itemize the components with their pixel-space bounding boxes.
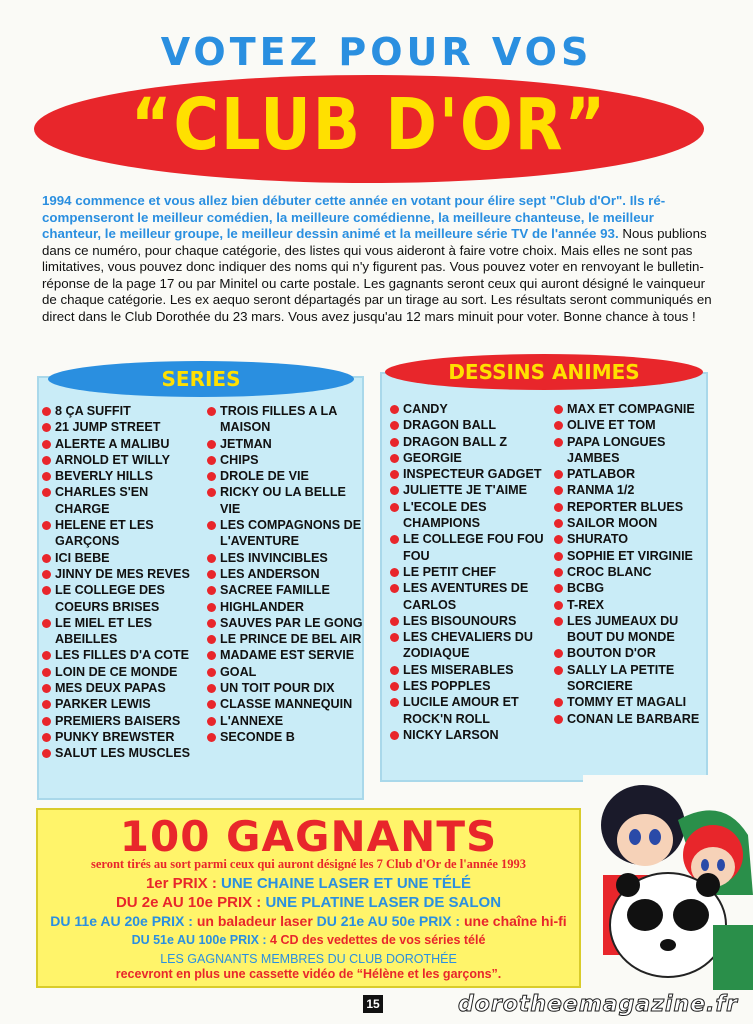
prize-title: 100 GAGNANTS [119, 812, 498, 861]
list-item: MAX ET COMPAGNIE [552, 401, 712, 417]
list-item: NICKY LARSON [388, 727, 550, 743]
series-list-col1 [40, 403, 205, 762]
list-item: UN TOIT POUR DIX [205, 680, 365, 696]
prize-1 [36, 875, 581, 892]
list-item: REPORTER BLUES [552, 499, 712, 515]
list-item: LES MISERABLES [388, 662, 550, 678]
list-item: LES COMPAGNONS DE L'AVENTURE [205, 517, 365, 550]
list-item: CHIPS [205, 452, 365, 468]
list-item: INSPECTEUR GADGET [388, 466, 550, 482]
list-item: BEVERLY HILLS [40, 468, 205, 484]
list-item: BOUTON D'OR [552, 645, 712, 661]
list-item: T-REX [552, 597, 712, 613]
list-item: PATLABOR [552, 466, 712, 482]
prize-3 [36, 913, 581, 929]
list-item: JULIETTE JE T'AIME [388, 482, 550, 498]
list-item: LES CHEVALIERS DU ZODIAQUE [388, 629, 550, 662]
cartoon-illustration [583, 775, 753, 990]
watermark: dorotheemagazine.fr [458, 992, 738, 1017]
list-item: CROC BLANC [552, 564, 712, 580]
list-item: SHURATO [552, 531, 712, 547]
list-item: PREMIERS BAISERS [40, 713, 205, 729]
list-item: L'ANNEXE [205, 713, 365, 729]
intro-text [42, 193, 714, 325]
page-heading: VOTEZ POUR VOS [160, 30, 593, 74]
list-item: LE COLLEGE FOU FOU FOU [388, 531, 550, 564]
list-item: SALUT LES MUSCLES [40, 745, 205, 761]
list-item: SECONDE B [205, 729, 365, 745]
list-item: ARNOLD ET WILLY [40, 452, 205, 468]
list-item: TOMMY ET MAGALI [552, 694, 712, 710]
list-item: HELENE ET LES GARÇONS [40, 517, 205, 550]
list-item: SAILOR MOON [552, 515, 712, 531]
list-item: LES POPPLES [388, 678, 550, 694]
dessins-title: DESSINS ANIMES [385, 354, 703, 390]
list-item: L'ECOLE DES CHAMPIONS [388, 499, 550, 532]
intro-highlight: 1994 commence et vous allez bien débuter cette année en votant pour élire sept "Club d'Or". Ils ré-compenseront le meilleur comédien, la meilleure comédienne, la meilleure chanteuse, le meilleur chanteur, le meilleur groupe, le meilleur dessin animé et la meilleure série TV de l'année 93. [42, 193, 666, 241]
list-item: LES INVINCIBLES [205, 550, 365, 566]
list-item: LOIN DE CE MONDE [40, 664, 205, 680]
list-item: GEORGIE [388, 450, 550, 466]
list-item: DRAGON BALL [388, 417, 550, 433]
list-item: BCBG [552, 580, 712, 596]
list-item: SACREE FAMILLE [205, 582, 365, 598]
list-item: PARKER LEWIS [40, 696, 205, 712]
prize-3a-value: un baladeur laser [196, 913, 313, 929]
club-members-line: LES GAGNANTS MEMBRES DU CLUB DOROTHÉE [160, 952, 457, 966]
prize-3b-label: DU 21e AU 50e PRIX : [312, 913, 464, 929]
list-item: ICI BEBE [40, 550, 205, 566]
list-item: SOPHIE ET VIRGINIE [552, 548, 712, 564]
list-item: LES BISOUNOURS [388, 613, 550, 629]
prize-subtitle: seront tirés au sort parmi ceux qui auront désigné les 7 Club d'Or de l'année 1993 [90, 857, 527, 871]
list-item: ALERTE A MALIBU [40, 436, 205, 452]
page-number: 15 [363, 995, 383, 1013]
list-item: LES ANDERSON [205, 566, 365, 582]
list-item: LES JUMEAUX DU BOUT DU MONDE [552, 613, 712, 646]
list-item: PUNKY BREWSTER [40, 729, 205, 745]
list-item: LES AVENTURES DE CARLOS [388, 580, 550, 613]
page-title: “CLUB D'OR” [130, 82, 608, 167]
list-item: LE MIEL ET LES ABEILLES [40, 615, 205, 648]
series-list-col2 [205, 403, 365, 745]
cassette-line: recevront en plus une cassette vidéo de “Hélène et les garçons”. [115, 967, 502, 981]
list-item: JETMAN [205, 436, 365, 452]
dessins-list-col1 [388, 401, 550, 743]
list-item: LES FILLES D'A COTE [40, 647, 205, 663]
list-item: LE PRINCE DE BEL AIR [205, 631, 365, 647]
prize-1-label: 1er PRIX : [145, 875, 221, 892]
list-item: CONAN LE BARBARE [552, 711, 712, 727]
list-item: HIGHLANDER [205, 599, 365, 615]
list-item: CHARLES S'EN CHARGE [40, 484, 205, 517]
list-item: MADAME EST SERVIE [205, 647, 365, 663]
prize-2-value: UNE PLATINE LASER DE SALON [265, 894, 502, 911]
prize-2-label: DU 2e AU 10e PRIX : [115, 894, 266, 911]
list-item: JINNY DE MES REVES [40, 566, 205, 582]
list-item: DRAGON BALL Z [388, 434, 550, 450]
list-item: SAUVES PAR LE GONG [205, 615, 365, 631]
list-item: PAPA LONGUES JAMBES [552, 434, 712, 467]
list-item: TROIS FILLES A LA MAISON [205, 403, 365, 436]
prize-3a-label: DU 11e AU 20e PRIX : [50, 913, 197, 929]
list-item: CLASSE MANNEQUIN [205, 696, 365, 712]
list-item: DROLE DE VIE [205, 468, 365, 484]
prize-3b-value: une chaîne hi-fi [464, 913, 567, 929]
list-item: 21 JUMP STREET [40, 419, 205, 435]
prize-4-label: DU 51e AU 100e PRIX : [131, 933, 271, 947]
series-title: SERIES [48, 361, 354, 397]
prize-2 [36, 894, 581, 911]
list-item: 8 ÇA SUFFIT [40, 403, 205, 419]
dessins-list-col2 [552, 401, 712, 727]
list-item: RICKY OU LA BELLE VIE [205, 484, 365, 517]
list-item: LUCILE AMOUR ET ROCK'N ROLL [388, 694, 550, 727]
list-item: OLIVE ET TOM [552, 417, 712, 433]
list-item: GOAL [205, 664, 365, 680]
list-item: SALLY LA PETITE SORCIERE [552, 662, 712, 695]
list-item: MES DEUX PAPAS [40, 680, 205, 696]
list-item: LE PETIT CHEF [388, 564, 550, 580]
intro-body: Nous publions dans ce numéro, pour chaque catégorie, des listes qui vous aideront à faire votre choix. Mais elles ne sont pas limitatives, vous pouvez donc indiquer des noms qui n'y figurent pas. Vous pouvez voter en renvoyant le bulletin-réponse de la page 17 ou par Minitel ou carte postale. Les gagnants seront ceux qui auront désigné le vainqueur de chaque catégorie. Les ex aequo seront départagés par un tirage au sort. Les résultats seront communiqués en direct dans le Club Dorothée du 23 mars. Vous avez jusqu'au 12 mars minuit pour voter. Bonne chance à tous ! [42, 226, 712, 324]
prize-1-value: UNE CHAINE LASER ET UNE TÉLÉ [221, 875, 472, 892]
list-item: CANDY [388, 401, 550, 417]
prize-4 [36, 933, 581, 947]
list-item: LE COLLEGE DES COEURS BRISES [40, 582, 205, 615]
prize-4-value: 4 CD des vedettes de vos séries télé [270, 933, 486, 947]
list-item: RANMA 1/2 [552, 482, 712, 498]
